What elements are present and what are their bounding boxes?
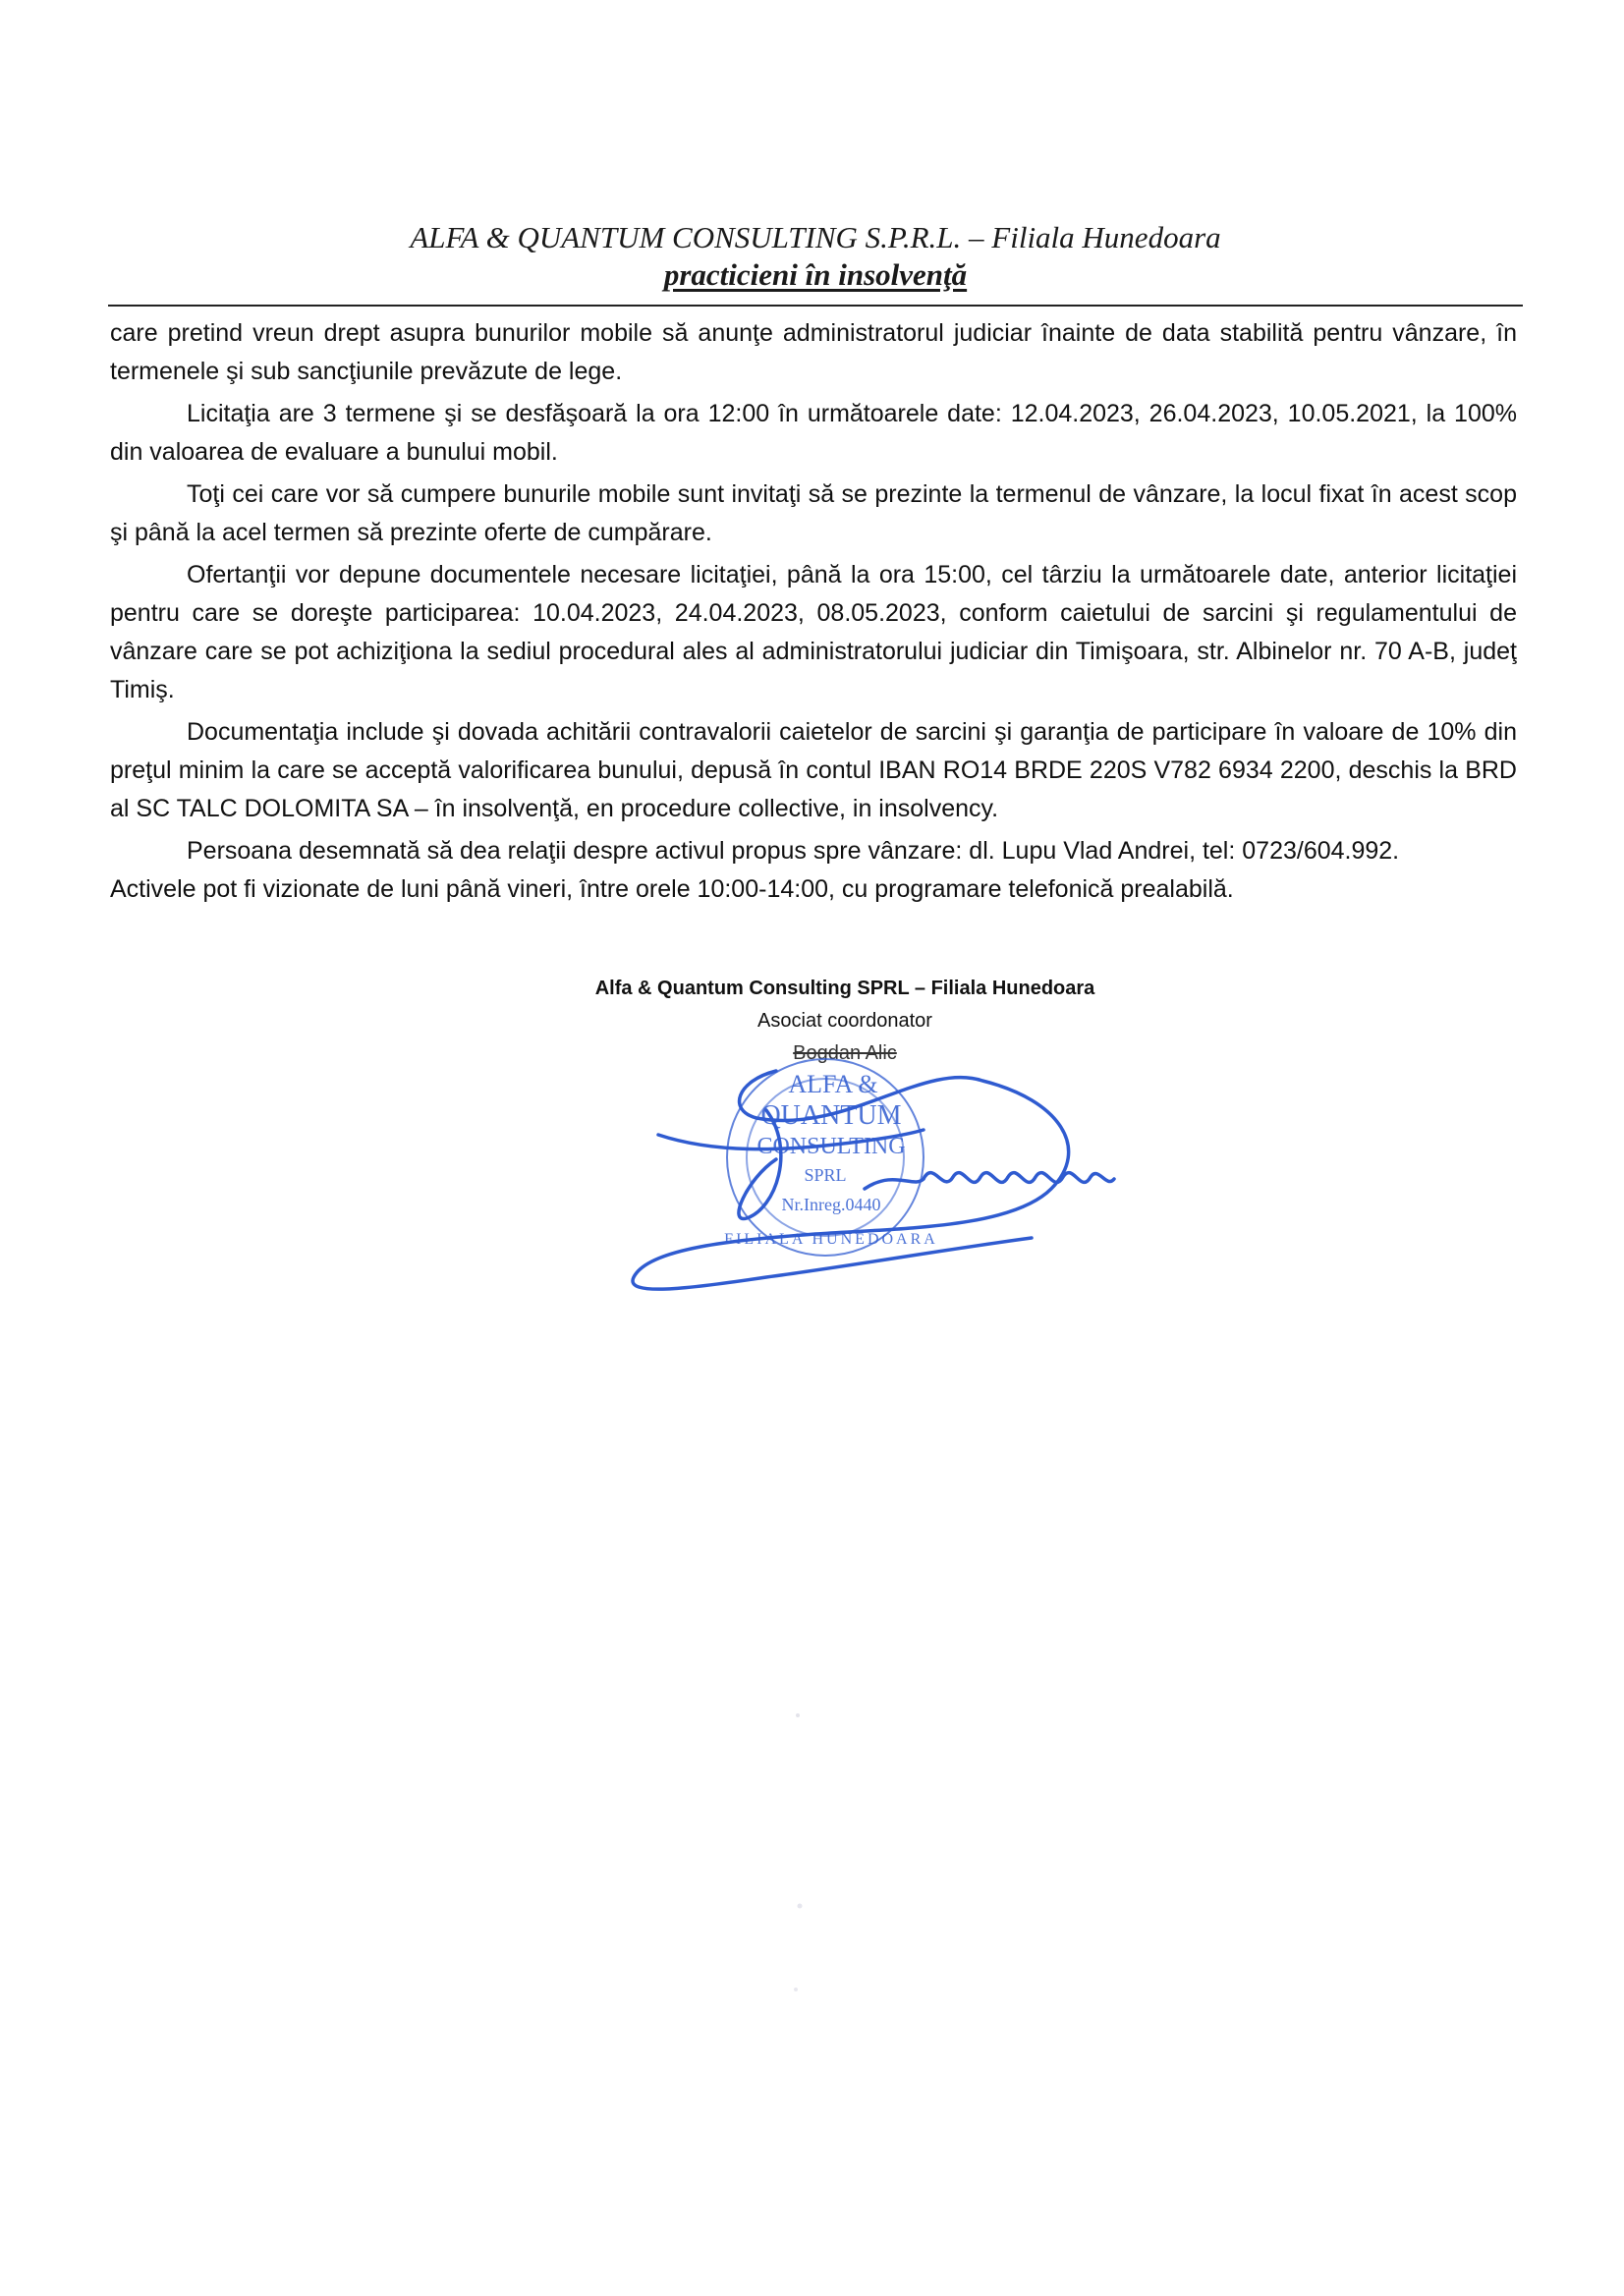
- letterhead: [108, 218, 1523, 293]
- signature-company: Alfa & Quantum Consulting SPRL – Filiala Hunedoara: [594, 978, 1095, 999]
- paragraph-buyers-invitation: Toţi cei care vor să cumpere bunurile mobile sunt invitaţi să se prezinte la termenul de vânzare, la locul fixat în acest scop şi până la acel termen să prezinte oferte de cumpărare.: [110, 480, 1517, 546]
- signature-name: Bogdan Alic: [793, 1042, 897, 1064]
- stamp-ring-text: FILIALA HUNEDOARA: [724, 1231, 938, 1248]
- paragraph-viewing-hours: Activele pot fi vizionate de luni până vineri, între orele 10:00-14:00, cu programare telefonică prealabilă.: [110, 875, 1234, 903]
- paragraph-auction-dates: Licitaţia are 3 termene şi se desfăşoară la ora 12:00 în următoarele date: 12.04.2023, 26.04.2023, 10.05.2021, la 100% din valoarea de evaluare a bunului mobil.: [110, 400, 1517, 466]
- paragraph-guarantee: Documentaţia include şi dovada achitării contravalorii caietelor de sarcini şi garanţia de participare în valoare de 10% din preţul minim la care se acceptă valorificarea bunului, depusă în contul IBAN RO14 BRDE 220S V782 6934 2200, deschis la BRD al SC TALC DOLOMITA SA – în insolvenţă, en procedure collective, in insolvency.: [110, 718, 1517, 822]
- stamp-line-5: Nr.Inreg.0440: [781, 1195, 881, 1214]
- paragraph-rights-claim: care pretind vreun drept asupra bunurilor mobile să anunţe administratorul judiciar înainte de data stabilită pentru vânzare, în termenele şi sub sancţiunile prevăzute de lege.: [110, 319, 1517, 385]
- header-divider: [108, 305, 1523, 307]
- stamp-line-2: QUANTUM: [760, 1100, 902, 1131]
- stamp-and-signature: [629, 1041, 1159, 1297]
- stamp-line-1: ALFA &: [788, 1070, 878, 1098]
- paragraph-bidders-documents: Ofertanţii vor depune documentele necesare licitaţiei, până la ora 15:00, cel târziu la următoarele date, anterior licitaţiei pentru care se doreşte participarea: 10.04.2023, 24.04.2023, 08.05.2023, conform caietului de sarcini şi regulamentului de vânzare care se pot achiziţiona la sediul procedural ales al administratorului judiciar din Timişoara, str. Albinelor nr. 70 A-B, judeţ Timiş.: [110, 561, 1517, 703]
- scan-artifacts: [786, 1709, 815, 2004]
- signature-role: Asociat coordonator: [757, 1010, 932, 1032]
- document-body: [110, 314, 1517, 909]
- stamp-line-4: SPRL: [804, 1165, 847, 1185]
- letterhead-tagline: practicieni în insolvenţă: [663, 257, 968, 292]
- stamp-line-3: CONSULTING: [756, 1134, 906, 1159]
- paragraph-contact-person: Persoana desemnată să dea relaţii despre activul propus spre vânzare: dl. Lupu Vlad Andrei, tel: 0723/604.992.: [187, 837, 1400, 865]
- letterhead-company: ALFA & QUANTUM CONSULTING S.P.R.L. – Filiala Hunedoara: [410, 220, 1221, 254]
